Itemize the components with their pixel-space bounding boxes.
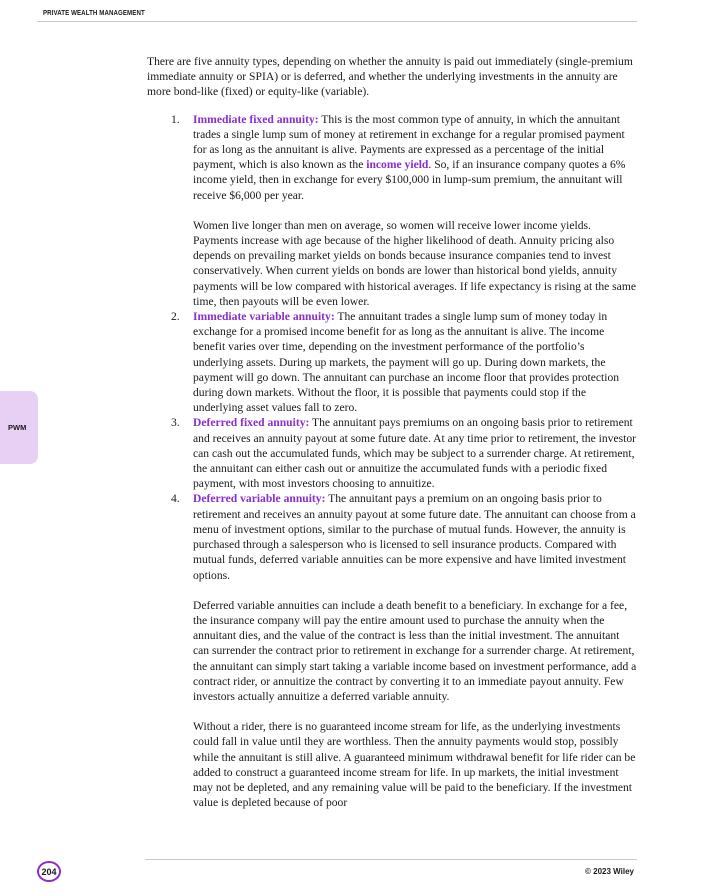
footer-divider bbox=[145, 859, 637, 860]
header-title: PRIVATE WEALTH MANAGEMENT bbox=[43, 8, 145, 17]
annuity-type-list bbox=[147, 112, 637, 811]
page-body bbox=[147, 54, 637, 810]
item-paragraph bbox=[193, 309, 637, 415]
section-tab bbox=[0, 391, 38, 464]
term-heading: Deferred variable annuity: bbox=[193, 492, 326, 506]
item-paragraph bbox=[193, 112, 637, 203]
list-item bbox=[147, 491, 637, 810]
copyright-notice: © 2023 Wiley bbox=[585, 867, 634, 876]
list-number: 3. bbox=[171, 416, 180, 430]
intro-paragraph: There are five annuity types, depending on whether the annuity is paid out immediately (single-premium immediate annuity or SPIA) or is deferred, and whether the underlying investments in the annuity are more bond-like (fixed) or equity-like (variable). bbox=[147, 55, 633, 99]
item-text: The annuitant pays a premium on an ongoing basis prior to retirement and receives an annuity payout at some future date. The annuitant can choose from a menu of investment options, similar to the purchase of mutual funds. However, the annuity is purchased through a salesperson who is licensed to sell insurance products. Compared with mutual funds, deferred variable annuities can be more expensive and have limited investment options. bbox=[193, 492, 636, 582]
list-number: 4. bbox=[171, 492, 180, 506]
running-header bbox=[37, 8, 637, 22]
list-number: 2. bbox=[171, 310, 180, 324]
item-text: The annuitant pays premiums on an ongoing basis prior to retirement and receives an annuity payout at some future date. At any time prior to retirement, the investor can cash out the accumulated funds, which may be subject to a surrender charge. At retirement, the annuitant can either cash out or annuitize the accumulated funds with a periodic fixed payment, with most investors choosing to annuitize. bbox=[193, 416, 636, 491]
item-paragraph: Women live longer than men on average, so women will receive lower income yields. Payments increase with age because of the higher likelihood of death. Annuity pricing also depends on prevailing market yields on bonds because insurance companies tend to invest conservatively. When current yields on bonds are lower than historical bond yields, annuity payments will be low compared with historical averages. If life expectancy is rising at the same time, then payouts will be even lower. bbox=[193, 218, 636, 308]
list-item bbox=[147, 112, 637, 309]
term-heading: Immediate variable annuity: bbox=[193, 310, 335, 324]
item-text: The annuitant trades a single lump sum of money today in exchange for a promised income benefit for as long as the annuitant is alive. The income benefit varies over time, depending on the investment performance of the portfolio’s underlying assets. During up markets, the payment will go up. During down markets, the payment will go down. The annuitant can purchase an income floor that provides protection during down markets. Without the floor, it is possible that payments could stop if the underlying asset values fall to zero. bbox=[193, 310, 620, 415]
item-text: . So, if an insurance company quotes a 6% income yield, then in exchange for every $100,000 in lump-sum premium, the annuitant will receive $6,000 per year. bbox=[193, 158, 626, 202]
item-paragraph bbox=[193, 415, 637, 491]
list-number: 1. bbox=[171, 112, 180, 126]
item-text: This is the most common type of annuity, in which the annuitant trades a single lump sum of money at retirement in exchange for a regular promised payment for as long as the annuitant is alive. Payments are expressed as a percentage of the initial payment, which is also known as the bbox=[193, 112, 625, 172]
item-paragraph bbox=[193, 491, 637, 582]
page-number: 204 bbox=[37, 861, 61, 882]
section-tab-label: PWM bbox=[8, 423, 27, 432]
term-heading: Immediate fixed annuity: bbox=[193, 112, 319, 126]
item-paragraph: Deferred variable annuities can include a death benefit to a beneficiary. In exchange for a fee, the insurance company will pay the entire amount used to purchase the annuity when the annuitant dies, and the value of the contract is less than the initial investment. The annuitant can surrender the contract prior to retirement in exchange for a surrender charge. At retirement, the annuitant can simply start taking a variable income based on investment performance, add a contract rider, or annuitize the contract by converting it to an immediate payout annuity. Few investors actually annuitize a deferred variable annuity. bbox=[193, 598, 637, 703]
list-item bbox=[147, 415, 637, 491]
term-heading: Deferred fixed annuity: bbox=[193, 416, 310, 430]
item-paragraph: Without a rider, there is no guaranteed income stream for life, as the underlying investments could fall in value until they are worthless. Then the annuity payments would stop, possibly while the annuitant is still alive. A guaranteed minimum withdrawal benefit for life rider can be added to construct a guaranteed income stream for life. In up markets, the initial investment may not be depleted, and any remaining value will be paid to the beneficiary. If the investment value is depleted because of poor bbox=[193, 720, 636, 810]
inline-term: income yield bbox=[366, 158, 429, 172]
list-item bbox=[147, 309, 637, 415]
